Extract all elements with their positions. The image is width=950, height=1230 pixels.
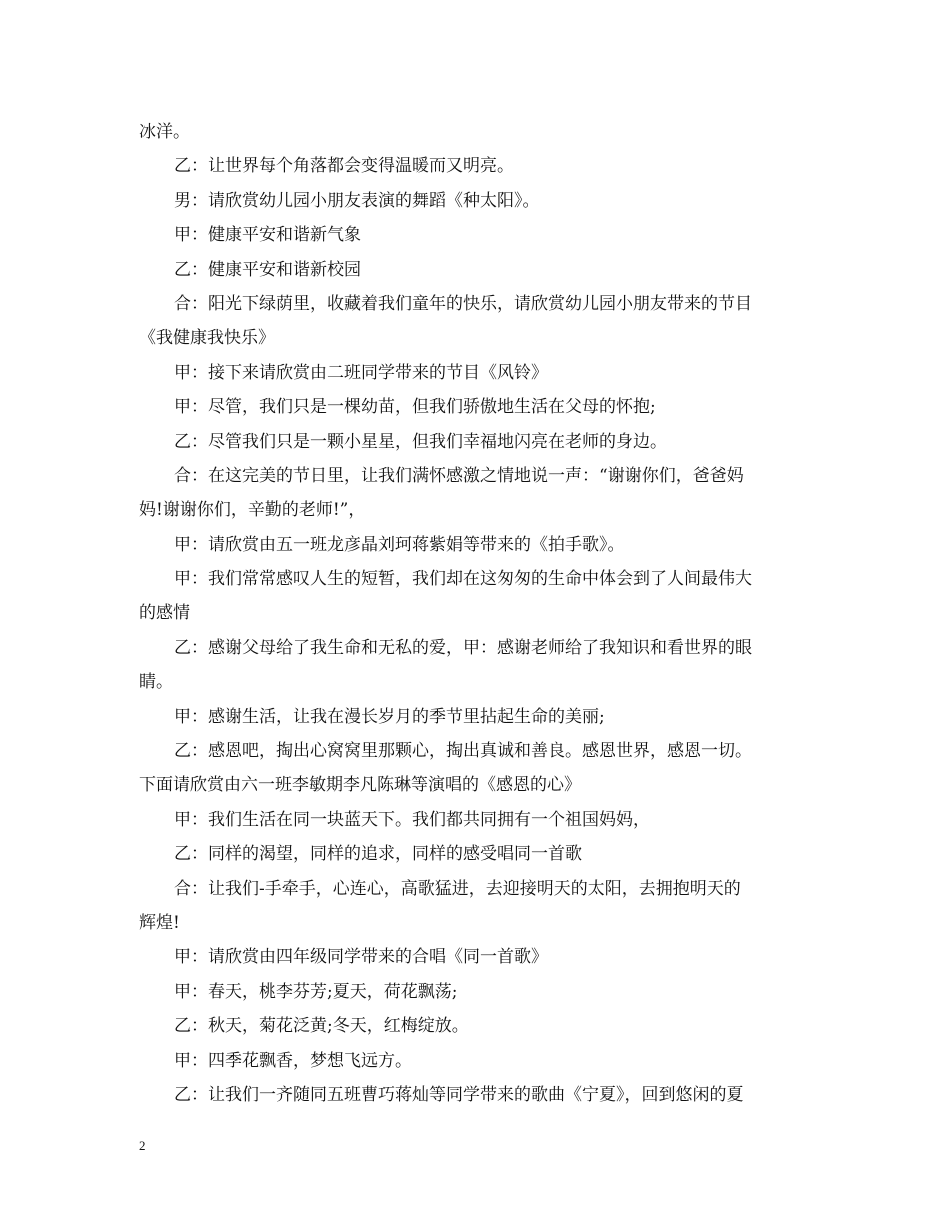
- text-line: 乙：让我们一齐随同五班曹巧蒋灿等同学带来的歌曲《宁夏》，回到悠闲的夏: [174, 1084, 744, 1105]
- text-line: 甲：春天，桃李芬芳;夏天，荷花飘荡;: [174, 981, 458, 1002]
- text-line: 男：请欣赏幼儿园小朋友表演的舞蹈《种太阳》。: [174, 190, 540, 211]
- page-number: 2: [139, 1138, 146, 1153]
- text-line: 乙：秋天，菊花泛黄;冬天，红梅绽放。: [174, 1016, 469, 1037]
- text-line: 乙：感恩吧，掏出心窝窝里那颗心，掏出真诚和善良。感恩世界，感恩一切。: [174, 741, 752, 762]
- text-line: 甲：四季花飘香，梦想飞远方。: [174, 1050, 412, 1071]
- text-line: 合：让我们-手牵手，心连心，高歌猛进，去迎接明天的太阳，去拥抱明天的: [174, 878, 741, 899]
- text-line: 妈!谢谢你们，辛勤的老师!”，: [139, 500, 366, 521]
- text-line: 甲：感谢生活，让我在漫长岁月的季节里拈起生命的美丽;: [174, 706, 605, 727]
- text-line: 睛。: [139, 672, 173, 693]
- document-body: [139, 115, 815, 1112]
- text-line: 甲：请欣赏由五一班龙彦晶刘珂蒋紫娟等带来的《拍手歌》。: [174, 534, 625, 555]
- text-line: 辉煌!: [139, 912, 180, 933]
- text-line: 《我健康我快乐》: [139, 328, 275, 349]
- text-line: 甲：健康平安和谐新气象: [174, 225, 361, 246]
- text-line: 下面请欣赏由六一班李敏期李凡陈琳等演唱的《感恩的心》: [139, 775, 581, 796]
- text-line: 甲：尽管，我们只是一棵幼苗，但我们骄傲地生活在父母的怀抱;: [174, 397, 656, 418]
- text-line: 乙：让世界每个角落都会变得温暖而又明亮。: [174, 156, 514, 177]
- text-line: 甲：请欣赏由四年级同学带来的合唱《同一首歌》: [174, 947, 548, 968]
- text-line: 乙：感谢父母给了我生命和无私的爱，甲：感谢老师给了我知识和看世界的眼: [174, 637, 752, 658]
- text-line: 甲：我们常常感叹人生的短暂，我们却在这匆匆的生命中体会到了人间最伟大: [174, 569, 752, 590]
- text-line: 乙：健康平安和谐新校园: [174, 259, 361, 280]
- text-line: 合：阳光下绿荫里，收藏着我们童年的快乐，请欣赏幼儿园小朋友带来的节目: [174, 293, 752, 314]
- text-line: 冰洋。: [139, 122, 190, 142]
- text-line: 甲：接下来请欣赏由二班同学带来的节目《风铃》: [174, 362, 548, 383]
- text-line: 甲：我们生活在同一块蓝天下。我们都共同拥有一个祖国妈妈，: [174, 809, 650, 830]
- text-line: 乙：同样的渴望，同样的追求，同样的感受唱同一首歌: [174, 844, 582, 865]
- text-line: 合：在这完美的节日里，让我们满怀感激之情地说一声：“谢谢你们，爸爸妈: [174, 465, 744, 486]
- text-line: 的感情: [139, 603, 190, 624]
- text-line: 乙：尽管我们只是一颗小星星，但我们幸福地闪亮在老师的身边。: [174, 431, 667, 452]
